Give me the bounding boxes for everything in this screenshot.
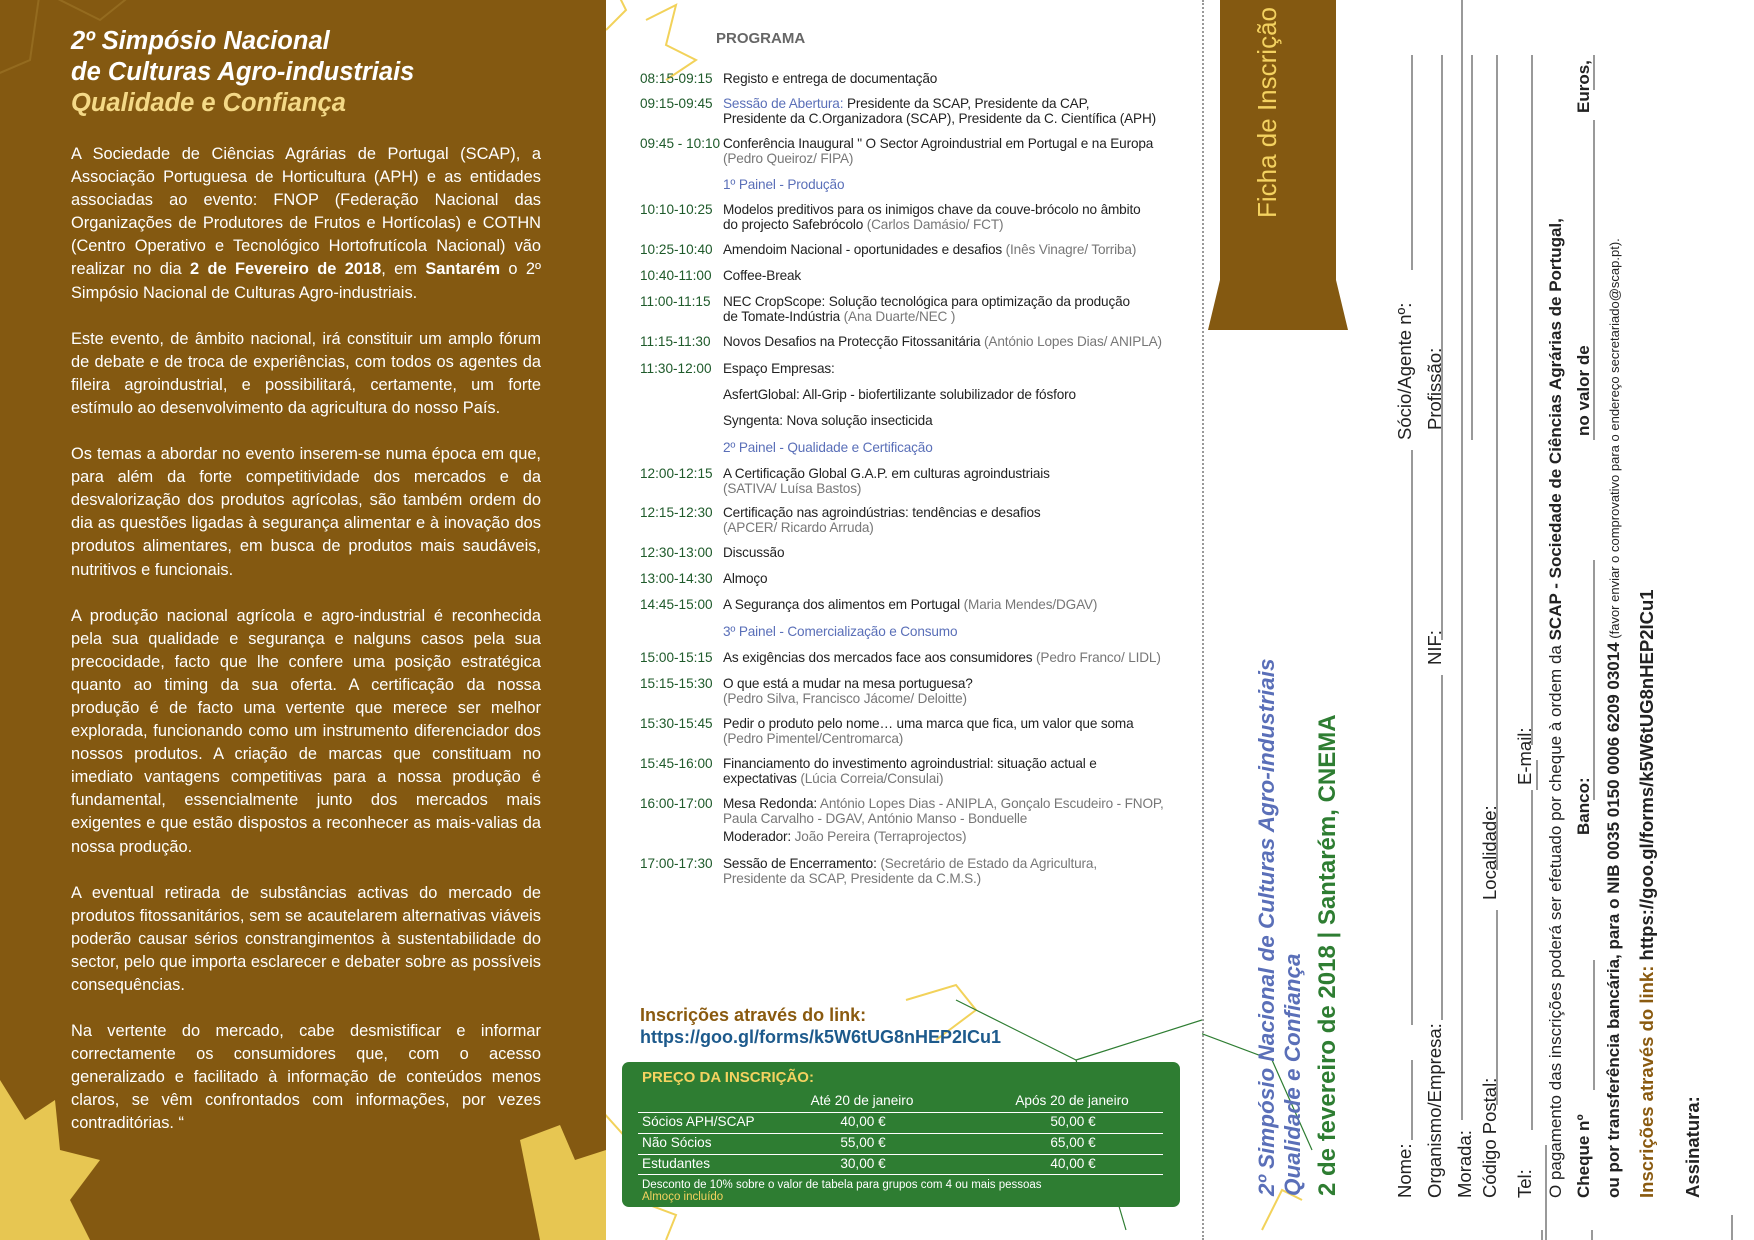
intro-title-line3: Qualidade e Confiança xyxy=(71,89,346,117)
program-time: 15:30-15:45 xyxy=(640,716,713,731)
program-panel-heading xyxy=(640,178,1200,193)
field-email-label: E-mail: xyxy=(1514,727,1535,785)
program-item xyxy=(640,757,1200,786)
intro-paragraph-1: A Sociedade de Ciências Agrárias de Portugal (SCAP), a Associação Portuguesa de Horticultura (APH) e as entidades associadas ao evento: FNOP (Federação Nacional das Organizações de Produtores de Frutos e Hortícolas) e COTHN (Centro Operativo e Tecnológico Hortofrutícola Nacional) vão realizar no dia 2 de Fevereiro de 2018, em Santarém o 2º Simpósio Nacional de Culturas Agro-industriais. xyxy=(71,145,542,302)
field-organismo-label: Organismo/Empresa: xyxy=(1424,1023,1445,1198)
program-item xyxy=(640,651,1200,666)
program-time: 11:00-11:15 xyxy=(640,294,711,309)
program-title: PROGRAMA xyxy=(716,30,806,47)
program-item-text: Modelos preditivos para os inimigos chave da couve-brócolo no âmbito xyxy=(723,202,1141,217)
program-time: 11:30-12:00 xyxy=(640,361,712,376)
bank-transfer-info: ou por transferência bancária, para o NIB 0035 0150 0006 6209 03014 (favor enviar o comprovativo para o endereço secretariado@scap.pt). xyxy=(1604,238,1623,1198)
program-speaker: (APCER/ Ricardo Arruda) xyxy=(723,519,874,535)
field-profissao-label: Profissão: xyxy=(1424,347,1445,430)
intro-paragraph-2: Este evento, de âmbito nacional, irá constituir um amplo fórum de debate e de troca de experiências, com todos os agentes da fileira agroindustrial, e possibilitará, certamente, um forte estímulo ao desenvolvimento da agricultura do nosso País. xyxy=(71,329,541,417)
program-speaker: (Ana Duarte/NEC ) xyxy=(843,308,956,324)
field-morada-label: Morada: xyxy=(1454,1130,1475,1198)
panel-title: 1º Painel - Produção xyxy=(723,177,845,192)
program-time: 12:00-12:15 xyxy=(640,466,713,481)
program-panel xyxy=(606,0,1202,1240)
panel-title: 3º Painel - Comercialização e Consumo xyxy=(723,624,958,639)
field-nif-label: NIF: xyxy=(1424,630,1445,665)
form-event-date-place: 2 de fevereiro de 2018 | Santarém, CNEMA xyxy=(1314,714,1341,1196)
program-speaker: (Inês Vinagre/ Torriba) xyxy=(1005,242,1137,257)
field-localidade-label: Localidade: xyxy=(1479,805,1500,900)
intro-title-line2: de Culturas Agro-industriais xyxy=(71,58,415,86)
program-item-text: A Certificação Global G.A.P. em culturas agroindustriais xyxy=(723,466,1050,481)
banco-label: Banco: xyxy=(1574,777,1593,835)
program-item-text: O que está a mudar na mesa portuguesa? xyxy=(723,676,973,691)
form-field-lines xyxy=(1202,0,1754,1240)
program-speaker: (Pedro Franco/ LIDL) xyxy=(1036,650,1161,665)
program-item-text: As exigências dos mercados face aos consumidores xyxy=(723,650,1037,665)
program-item xyxy=(640,546,1200,561)
program-speaker: (Pedro Pimentel/Centromarca) xyxy=(723,730,904,746)
program-speaker: (Maria Mendes/DGAV) xyxy=(963,597,1098,612)
program-item-label: Sessão de Abertura: xyxy=(723,96,844,111)
program-item-text: Amendoim Nacional - oportunidades e desafios xyxy=(723,242,1006,257)
program-time: 16:00-17:00 xyxy=(640,796,713,811)
program-item xyxy=(640,335,1200,350)
intro-body xyxy=(71,143,541,1159)
price-row: Estudantes 30,00 € 40,00 € xyxy=(638,1154,1163,1175)
field-tel-label: Tel: xyxy=(1514,1169,1535,1198)
program-item xyxy=(640,97,1200,126)
price-discount-note: Desconto de 10% sobre o valor de tabela para grupos com 4 ou mais pessoas xyxy=(642,1179,1042,1191)
signature-label: Assinatura: xyxy=(1682,1096,1703,1198)
program-item-text: A Segurança dos alimentos em Portugal xyxy=(723,597,964,612)
program-time: 11:15-11:30 xyxy=(640,334,711,349)
program-speaker: (Carlos Damásio/ FCT) xyxy=(866,216,1004,232)
program-speaker: (António Lopes Dias/ ANIPLA) xyxy=(984,334,1162,349)
program-speaker: (Secretário de Estado da Agricultura, xyxy=(880,856,1097,871)
program-item xyxy=(640,717,1200,746)
form-registration-link[interactable]: Inscrições através do link: https://goo.gl/forms/k5W6tUG8nHEP2ICu1 xyxy=(1636,589,1657,1198)
program-item xyxy=(640,72,1200,87)
program-item-text-line2: Presidente da C.Organizadora (SCAP), Presidente da C. Científica (APH) xyxy=(723,110,1157,126)
program-item-label: Moderador: xyxy=(723,829,795,844)
field-nome-label: Nome: xyxy=(1394,1143,1415,1198)
program-item xyxy=(640,677,1200,706)
program-item xyxy=(640,362,1200,377)
program-panel-heading xyxy=(640,441,1200,456)
registration-link-label: Inscrições através do link: xyxy=(640,1005,867,1025)
program-item-text: Financiamento do investimento agroindustrial: situação actual e xyxy=(723,756,1097,771)
intro-title xyxy=(71,26,541,119)
program-item xyxy=(640,414,1200,429)
cheque-label: Cheque nº xyxy=(1574,1114,1593,1198)
program-time: 12:15-12:30 xyxy=(640,505,713,520)
program-item xyxy=(640,857,1200,886)
program-item xyxy=(640,572,1200,587)
program-item-text: Presidente da SCAP, Presidente da CAP, xyxy=(843,96,1090,111)
program-item-text: Espaço Empresas: xyxy=(723,361,835,376)
price-lunch-note: Almoço incluído xyxy=(642,1191,724,1203)
price-row: Não Sócios 55,00 € 65,00 € xyxy=(638,1133,1163,1153)
form-tab-title: Ficha de Inscrição xyxy=(1252,7,1282,218)
program-time: 12:30-13:00 xyxy=(640,545,713,560)
program-item-text: Certificação nas agroindústrias: tendências e desafios xyxy=(723,505,1041,520)
program-item-text-line2: do projecto Safebrócolo xyxy=(723,216,867,232)
program-speaker: (Pedro Queiroz/ FIPA) xyxy=(723,150,854,166)
intro-paragraph-4: A produção nacional agrícola e agro-industrial é reconhecida pela sua qualidade e segurança e nalguns casos pela sua precocidade, facto que lhe confere uma posição estratégica quanto ao timing da sua oferta. A certificação da nossa produção é de facto uma vertente que merece ser melhor explorada, funcionando como um instrumento diferenciador dos nossos produtos. A criação de marcas que constituam no imediato vantagens competitivas para a nossa produção é fundamental, essencialmente junto dos mercados mais exigentes e que estão dispostos a reconhecer as mais-valias da nossa produção. xyxy=(71,606,541,856)
program-item-text: NEC CropScope: Solução tecnológica para optimização da produção xyxy=(723,294,1130,309)
program-item-text: Sessão de Encerramento: xyxy=(723,856,881,871)
form-event-title: 2º Simpósio Nacional de Culturas Agro-industriais xyxy=(1254,658,1279,1196)
price-row: Sócios APH/SCAP 40,00 € 50,00 € xyxy=(638,1112,1163,1132)
program-time: 15:45-16:00 xyxy=(640,756,713,771)
program-item-text: AsfertGlobal: All-Grip - biofertilizante solubilizador de fósforo xyxy=(723,387,1076,402)
program-time: 15:00-15:15 xyxy=(640,650,713,665)
program-time: 10:10-10:25 xyxy=(640,202,713,217)
program-item-text: Conferência Inaugural " O Sector Agroindustrial em Portugal e na Europa xyxy=(723,136,1154,151)
field-codigo-postal-label: Código Postal: xyxy=(1479,1077,1500,1198)
intro-paragraph-6: Na vertente do mercado, cabe desmistificar e informar correctamente os consumidores que, com o acesso generalizado e facilitado à informação de conteúdos menos claros, se vêm confrontados com informações, por vezes contraditórias. “ xyxy=(71,1022,541,1133)
program-speaker: João Pereira (Terraprojectos) xyxy=(794,829,967,844)
program-item-text: Coffee-Break xyxy=(723,268,802,283)
program-time: 09:45 - 10:10 xyxy=(640,136,721,151)
panel-title: 2º Painel - Qualidade e Certificação xyxy=(723,440,933,455)
program-item xyxy=(640,203,1200,232)
program-item xyxy=(640,295,1200,324)
program-item-text: Discussão xyxy=(723,545,785,560)
intro-paragraph-5: A eventual retirada de substâncias activas do mercado de produtos fitossanitários, sem se acautelarem alternativas viáveis poderão causar sérios constrangimentos à sustentabilidade do sector, pelo que importa esclarecer e debater sobre as possíveis consequências. xyxy=(71,883,541,994)
program-item-text: Syngenta: Nova solução insecticida xyxy=(723,413,933,428)
program-time: 08:15-09:15 xyxy=(640,71,713,86)
program-speaker: (SATIVA/ Luísa Bastos) xyxy=(723,480,862,496)
program-item-text-line2: de Tomate-Indústria xyxy=(723,308,844,324)
program-speaker: (Pedro Silva, Francisco Jácome/ Deloitte) xyxy=(723,690,967,706)
program-item-text: Novos Desafios na Protecção Fitossanitária xyxy=(723,334,985,349)
program-item xyxy=(640,388,1200,403)
price-header-late: Após 20 de janeiro xyxy=(1015,1093,1129,1108)
valor-label: no valor de xyxy=(1574,345,1593,436)
intro-paragraph-3: Os temas a abordar no evento inserem-se numa época em que, para além da forte competitividade dos mercados e da desvalorização dos produtos agrícolas, são também ordem do dia as questões ligadas à segurança alimentar e à inovação dos produtos alimentares, em busca de produtos mais saudáveis, nutritivos e funcionais. xyxy=(71,445,541,579)
form-event-subtitle: Qualidade e Confiança xyxy=(1280,953,1305,1196)
price-title: PREÇO DA INSCRIÇÃO: xyxy=(642,1069,814,1086)
program-time: 10:40-11:00 xyxy=(640,268,712,283)
program-item-text-line2: expectativas xyxy=(723,770,801,786)
program-time: 17:00-17:30 xyxy=(640,856,713,871)
program-item xyxy=(640,269,1200,284)
program-panel-heading xyxy=(640,625,1200,640)
program-time: 10:25-10:40 xyxy=(640,242,713,257)
program-item-text: Pedir o produto pelo nome… uma marca que fica, um valor que soma xyxy=(723,716,1134,731)
program-item xyxy=(640,797,1200,826)
program-item xyxy=(640,467,1200,496)
program-item-text: Almoço xyxy=(723,571,768,586)
program-item-text: Registo e entrega de documentação xyxy=(723,71,938,86)
program-item xyxy=(640,137,1200,166)
payment-instructions: O pagamento das inscrições poderá ser efetuado por cheque à ordem da SCAP - Sociedade de Ciências Agrárias de Portugal, xyxy=(1546,218,1565,1198)
program-speaker-line2: Presidente da SCAP, Presidente da C.M.S.) xyxy=(723,870,982,886)
program-time: 15:15-15:30 xyxy=(640,676,713,691)
program-item-text: Mesa Redonda: xyxy=(723,796,820,811)
program-item xyxy=(640,243,1200,258)
program-time: 09:15-09:45 xyxy=(640,96,713,111)
price-header-early: Até 20 de janeiro xyxy=(810,1093,914,1108)
program-speaker-line2: Paula Carvalho - DGAV, António Manso - Bonduelle xyxy=(723,810,1028,826)
program-time: 13:00-14:30 xyxy=(640,571,713,586)
intro-title-line1: 2º Simpósio Nacional xyxy=(71,27,330,55)
program-speaker: António Lopes Dias - ANIPLA, Gonçalo Escudeiro - FNOP, xyxy=(819,796,1164,811)
euros-label: Euros, xyxy=(1574,60,1593,113)
registration-form-panel xyxy=(1202,0,1754,1240)
registration-link[interactable]: https://goo.gl/forms/k5W6tUG8nHEP2ICu1 xyxy=(640,1027,1002,1047)
field-socio-label: Sócio/Agente nº: xyxy=(1394,302,1415,440)
intro-panel xyxy=(0,0,606,1240)
price-table xyxy=(622,1062,1180,1207)
program-item xyxy=(640,506,1200,535)
program-item xyxy=(640,598,1200,613)
program-item xyxy=(640,830,1200,845)
program-time: 14:45-15:00 xyxy=(640,597,713,612)
program-speaker: (Lúcia Correia/Consulai) xyxy=(800,770,944,786)
